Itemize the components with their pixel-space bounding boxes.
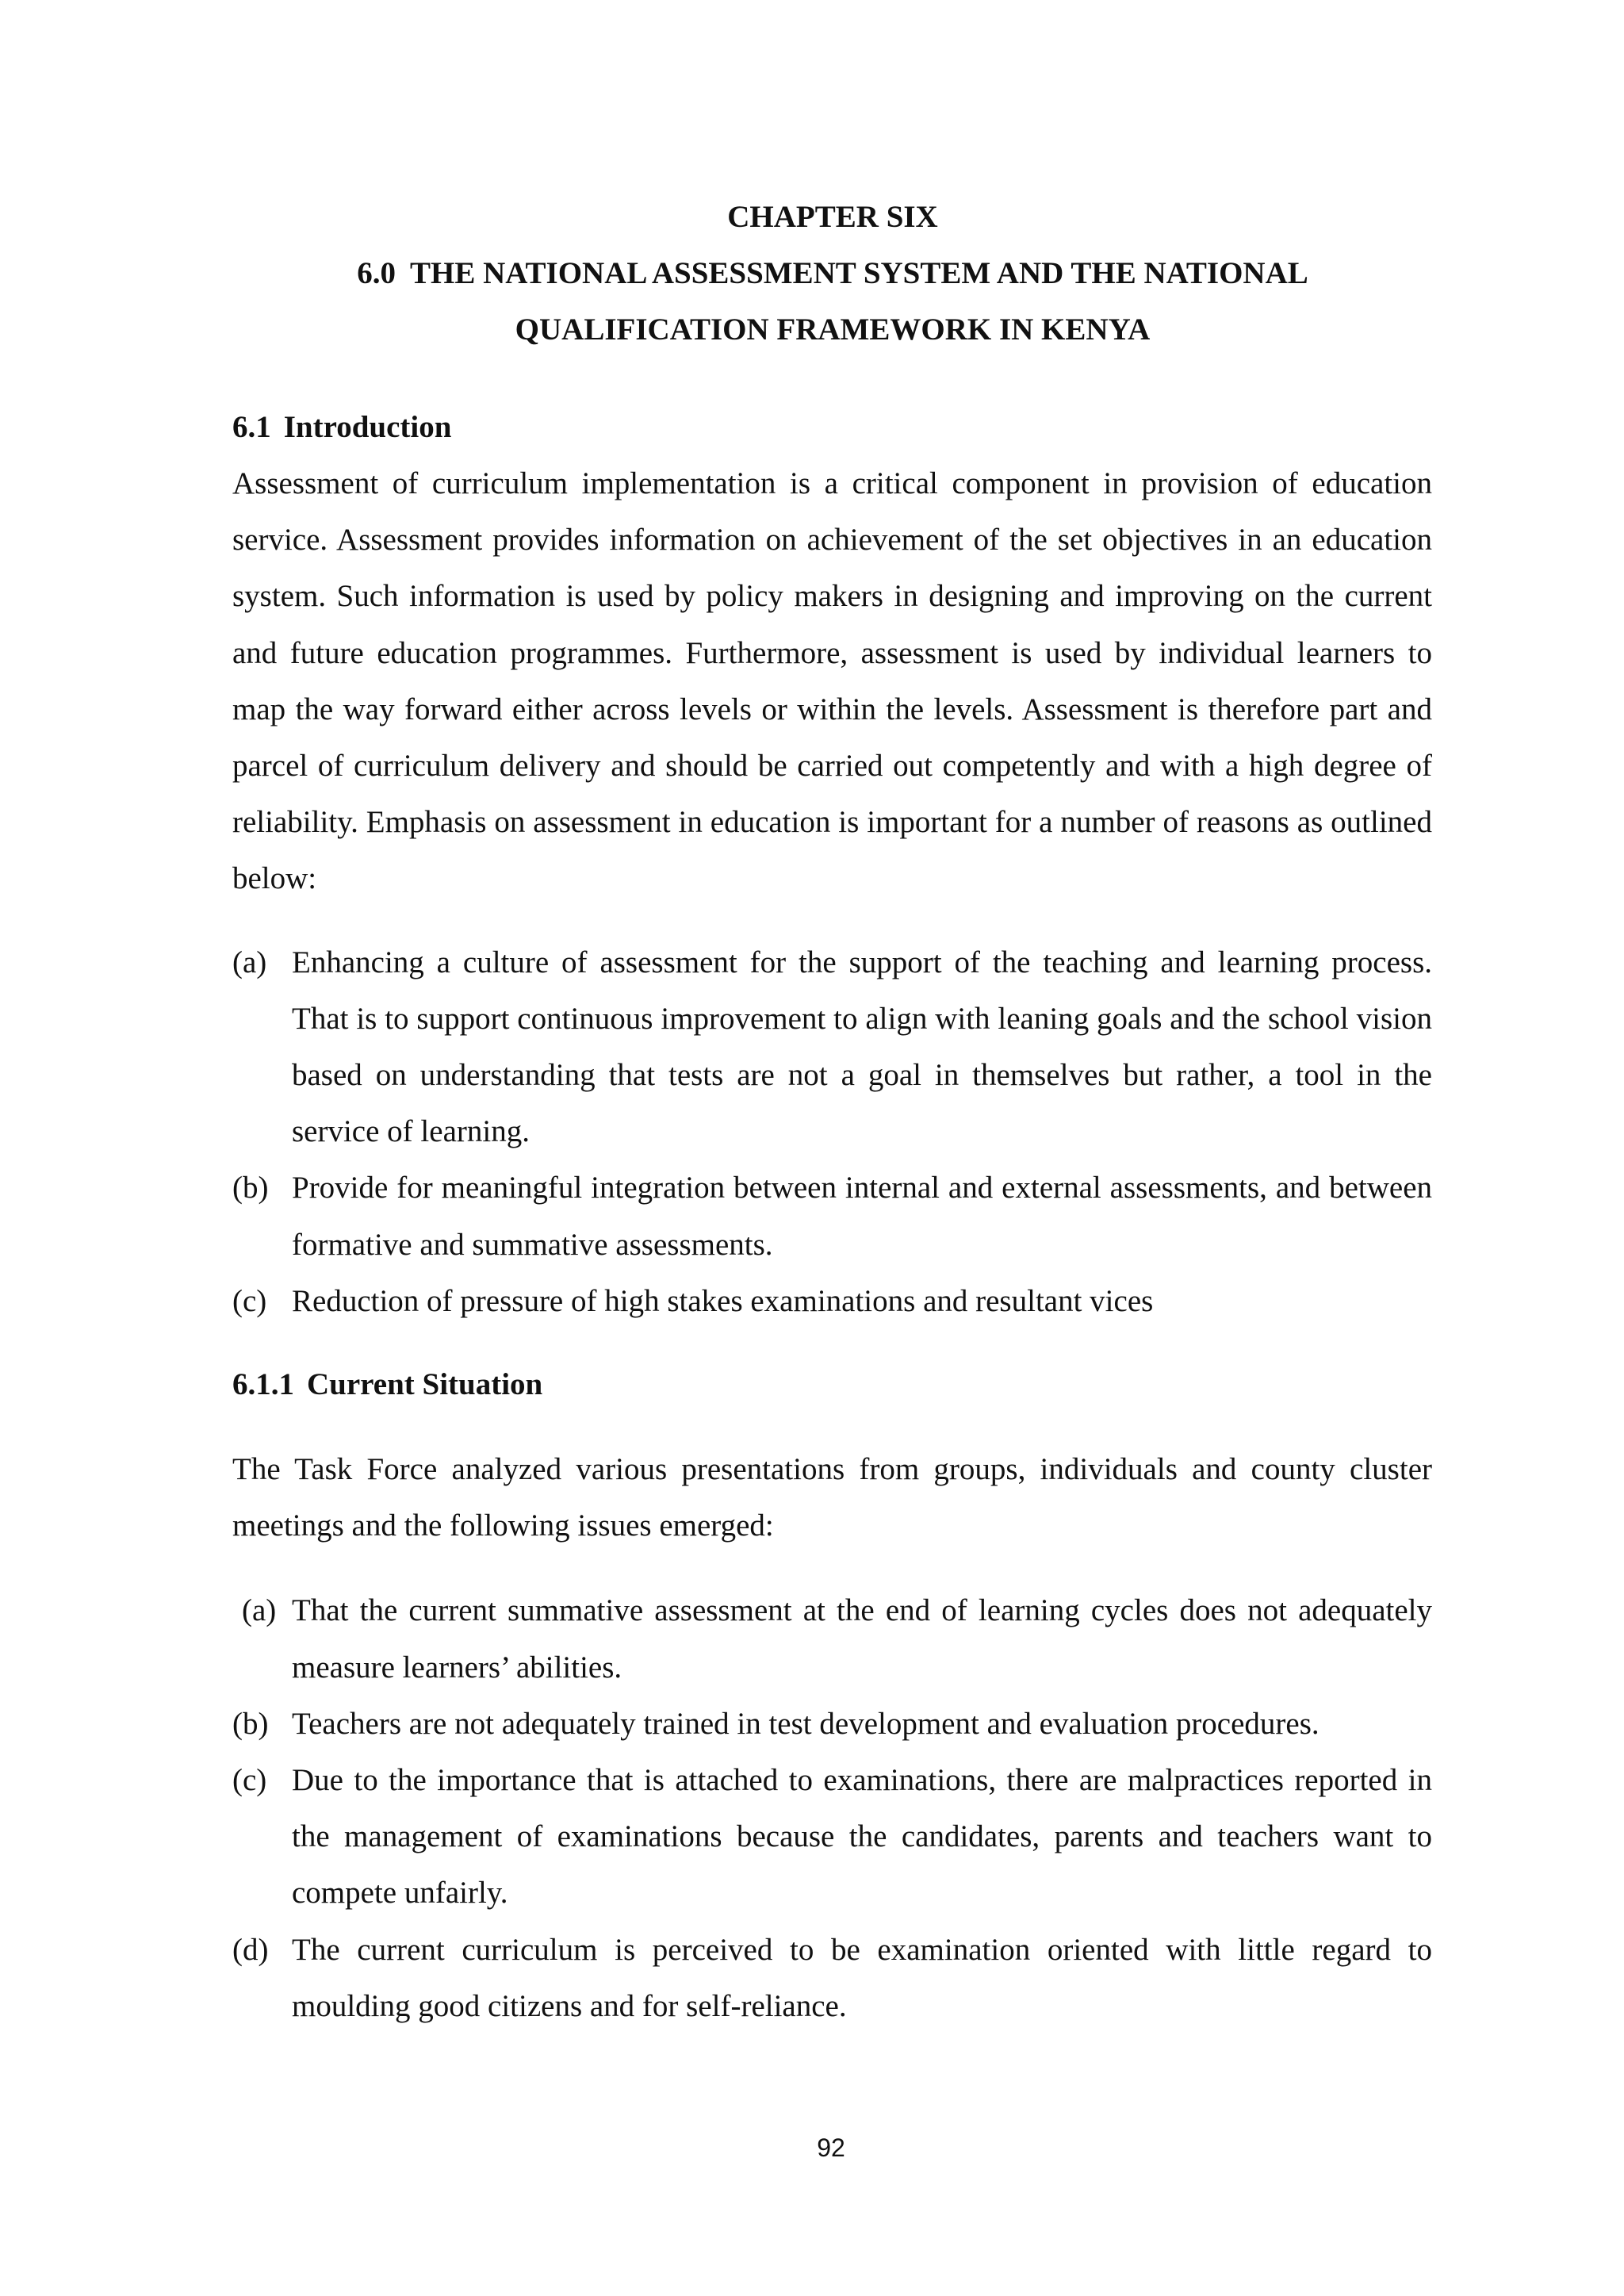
intro-list bbox=[232, 934, 1432, 1329]
current-list bbox=[232, 1582, 1432, 2034]
list-item bbox=[232, 1273, 1432, 1329]
list-marker: (c) bbox=[232, 1763, 267, 1798]
spacer bbox=[232, 907, 1432, 934]
chapter-title-text: THE NATIONAL ASSESSMENT SYSTEM AND THE NATIONAL bbox=[409, 256, 1308, 290]
intro-paragraph: Assessment of curriculum implementation is a critical component in provision of education service. Assessment provides information on achievement of the set objectives in an education system. Such information is used by policy makers in designing and improving on the current and future education programmes. Furthermore, assessment is used by individual learners to map the way forward either across levels or within the levels. Assessment is therefore part and parcel of curriculum delivery and should be carried out competently and with a high degree of reliability. Emphasis on assessment in education is important for a number of reasons as outlined below: bbox=[232, 466, 1432, 896]
section-number: 6.1 bbox=[232, 410, 271, 444]
spacer bbox=[232, 1412, 1432, 1441]
list-marker: (d) bbox=[232, 1932, 269, 1967]
chapter-label: CHAPTER SIX bbox=[727, 200, 938, 234]
list-item-text: Reduction of pressure of high stakes examinations and resultant vices bbox=[292, 1283, 1154, 1318]
list-item bbox=[232, 1752, 1432, 1922]
list-item bbox=[232, 1582, 1432, 1695]
list-marker: (a) bbox=[232, 945, 267, 979]
chapter-title-line2: QUALIFICATION FRAMEWORK IN KENYA bbox=[515, 312, 1151, 347]
section-heading-introduction bbox=[232, 399, 1432, 455]
list-item-text: Due to the importance that is attached to examinations, there are malpractices reported in the management of examinations because the candidates, parents and teachers want to compete unfairly. bbox=[292, 1763, 1432, 1911]
list-marker: (b) bbox=[232, 1706, 269, 1741]
list-marker: (c) bbox=[232, 1283, 267, 1318]
list-item-text: Teachers are not adequately trained in test development and evaluation procedures. bbox=[292, 1706, 1320, 1741]
spacer bbox=[232, 1329, 1432, 1356]
list-marker: (b) bbox=[232, 1171, 269, 1205]
current-paragraph: The Task Force analyzed various presentations from groups, individuals and county cluster meetings and the following issues emerged: bbox=[232, 1452, 1432, 1543]
list-item bbox=[232, 1922, 1432, 2034]
list-item-text: Provide for meaningful integration between internal and external assessments, and between formative and summative assessments. bbox=[292, 1171, 1432, 1262]
chapter-number: 6.0 bbox=[357, 256, 396, 290]
list-item-text: The current curriculum is perceived to be examination oriented with little regard to moulding good citizens and for self-reliance. bbox=[292, 1932, 1432, 2023]
page-number: 92 bbox=[817, 2133, 845, 2162]
chapter-heading bbox=[230, 189, 1435, 358]
list-item bbox=[232, 934, 1432, 1160]
list-item bbox=[232, 1159, 1432, 1272]
list-marker: (a) bbox=[242, 1593, 277, 1628]
list-item-text: Enhancing a culture of assessment for the support of the teaching and learning process. That is to support continuous improvement to align with leaning goals and the school vision based on understanding that tests are not a goal in themselves but rather, a tool in the service of learning. bbox=[292, 945, 1432, 1149]
section-title: Introduction bbox=[283, 410, 452, 444]
list-item-text: That the current summative assessment at the end of learning cycles does not adequately measure learners’ abilities. bbox=[292, 1593, 1432, 1685]
chapter-title-line1 bbox=[230, 245, 1435, 301]
section-number: 6.1.1 bbox=[232, 1367, 294, 1402]
page-content bbox=[232, 399, 1432, 2034]
list-item bbox=[232, 1696, 1432, 1752]
spacer bbox=[232, 1554, 1432, 1582]
section-heading-current-situation bbox=[232, 1356, 1432, 1412]
section-title: Current Situation bbox=[307, 1367, 543, 1402]
